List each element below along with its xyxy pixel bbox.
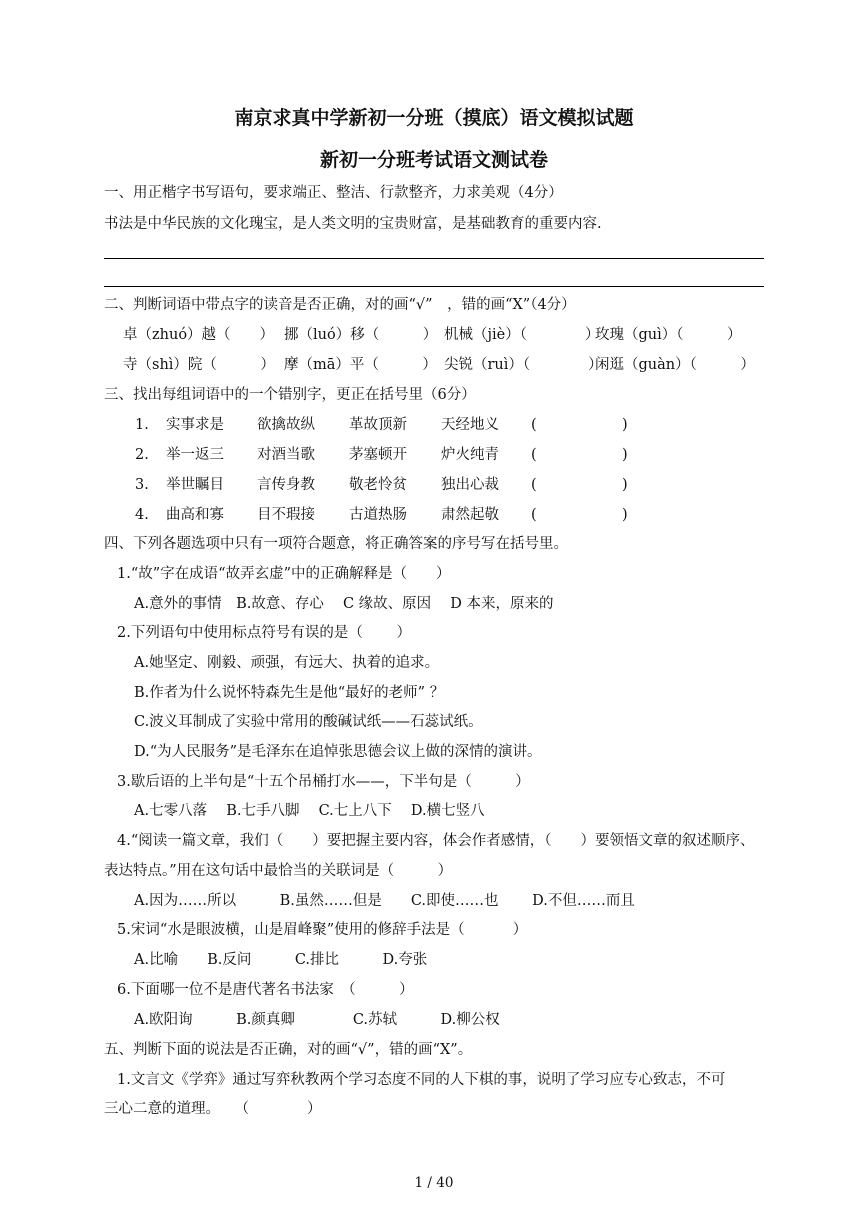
section4-heading: 四、下列各题选项中只有一项符合题意，将正确答案的序号写在括号里。	[104, 536, 568, 552]
word: 举一返三	[166, 447, 224, 463]
question-5-options: A.比喻 B.反问 C.排比 D.夸张	[134, 952, 428, 968]
question-4: 4.“阅读一篇文章，我们（ ）要把握主要内容，体会作者感情，（ ）要领悟文章的叙述顺序、	[117, 833, 755, 849]
pinyin-item: 闲逛（guàn）（ ）	[595, 357, 755, 373]
word: 曲高和寡	[166, 507, 224, 523]
row-number: 3.	[135, 477, 149, 493]
option-a: A.她坚定、刚毅、顽强，有远大、执着的追求。	[134, 655, 440, 671]
question-4-cont: 表达特点。”用在这句话中最恰当的关联词是（ ）	[104, 863, 453, 879]
word: 欲擒故纵	[257, 417, 315, 433]
exam-title: 南京求真中学新初一分班（摸底）语文模拟试题	[234, 107, 634, 129]
question-1: 1.“故”字在成语“故弄玄虚”中的正确解释是（ ）	[117, 566, 451, 582]
pinyin-item: 玫瑰（guì）（ ）	[595, 327, 742, 343]
word: 革故顶新	[349, 417, 407, 433]
word: 茅塞顿开	[349, 447, 407, 463]
question-6-options: A.欧阳询 B.颜真卿 C.苏轼 D.柳公权	[134, 1012, 500, 1028]
word: 独出心裁	[441, 477, 499, 493]
word: 对酒当歌	[257, 447, 315, 463]
word: 举世瞩目	[166, 477, 224, 493]
paren-open: (	[531, 447, 537, 463]
writing-line-1	[104, 258, 764, 259]
paren-open: (	[531, 417, 537, 433]
word: 肃然起敬	[441, 507, 499, 523]
section5-heading: 五、判断下面的说法是否正确，对的画“√”，错的画“X”。	[104, 1042, 473, 1058]
option-d: D.“为人民服务”是毛泽东在追悼张思德会议上做的深情的演讲。	[134, 744, 542, 760]
pinyin-item: 挪（luó）移（ ）	[284, 327, 438, 343]
word: 炉火纯青	[441, 447, 499, 463]
pinyin-item: 摩（mā）平（ ）	[284, 357, 437, 373]
word: 古道热肠	[349, 507, 407, 523]
question-5: 5.宋词“水是眼波横，山是眉峰聚”使用的修辞手法是（ ）	[117, 922, 528, 938]
row-number: 2.	[135, 447, 149, 463]
word: 目不瑕接	[257, 507, 315, 523]
section5-question-1-cont: 三心二意的道理。 （ ）	[104, 1101, 322, 1117]
question-6: 6.下面哪一位不是唐代著名书法家 （ ）	[117, 982, 414, 998]
question-1-options: A.意外的事情 B.故意、存心 C 缘故、原因 D 本来，原来的	[134, 596, 554, 612]
row-number: 4.	[135, 507, 149, 523]
section1-text: 书法是中华民族的文化瑰宝，是人类文明的宝贵财富，是基础教育的重要内容.	[104, 216, 602, 232]
question-3: 3.歇后语的上半句是“十五个吊桶打水——，下半句是（ ）	[117, 774, 530, 790]
section2-heading: 二、判断词语中带点字的读音是否正确，对的画“√” ，错的画“X”（4分）	[104, 297, 576, 313]
paren-close: )	[622, 447, 628, 463]
pinyin-item: 机械（jiè）（ ）	[444, 327, 600, 343]
paren-open: (	[531, 477, 537, 493]
option-c: C.波义耳制成了实验中常用的酸碱试纸——石蕊试纸。	[134, 714, 483, 730]
word: 天经地义	[441, 417, 499, 433]
section3-heading: 三、找出每组词语中的一个错别字，更正在括号里（6分）	[104, 387, 476, 403]
section5-question-1: 1.文言文《学弈》通过写弈秋教两个学习态度不同的人下棋的事，说明了学习应专心致志，不可	[117, 1072, 726, 1088]
option-b: B.作者为什么说怀特森先生是他“最好的老师” ？	[134, 685, 445, 701]
exam-subtitle: 新初一分班考试语文测试卷	[319, 149, 548, 171]
writing-line-2	[104, 286, 764, 287]
paren-close: )	[622, 417, 628, 433]
paren-close: )	[622, 507, 628, 523]
pinyin-item: 尖锐（ruì）（ ）	[444, 357, 603, 373]
paren-close: )	[622, 477, 628, 493]
question-2: 2.下列语句中使用标点符号有误的是（ ）	[117, 625, 411, 641]
word: 敬老怜贫	[349, 477, 407, 493]
word: 实事求是	[166, 417, 224, 433]
pinyin-item: 寺（shì）院（ ）	[123, 357, 275, 373]
question-3-options: A.七零八落 B.七手八脚 C.七上八下 D.横七竖八	[134, 803, 485, 819]
page-number: 1 / 40	[414, 1175, 454, 1191]
word: 言传身教	[257, 477, 315, 493]
section1-heading: 一、用正楷字书写语句，要求端正、整洁、行款整齐，力求美观（4分）	[104, 185, 563, 201]
paren-open: (	[531, 507, 537, 523]
row-number: 1.	[135, 417, 149, 433]
pinyin-item: 卓（zhuó）越（ ）	[123, 327, 275, 343]
question-4-options: A.因为……所以 B.虽然……但是 C.即使……也 D.不但……而且	[134, 893, 635, 909]
